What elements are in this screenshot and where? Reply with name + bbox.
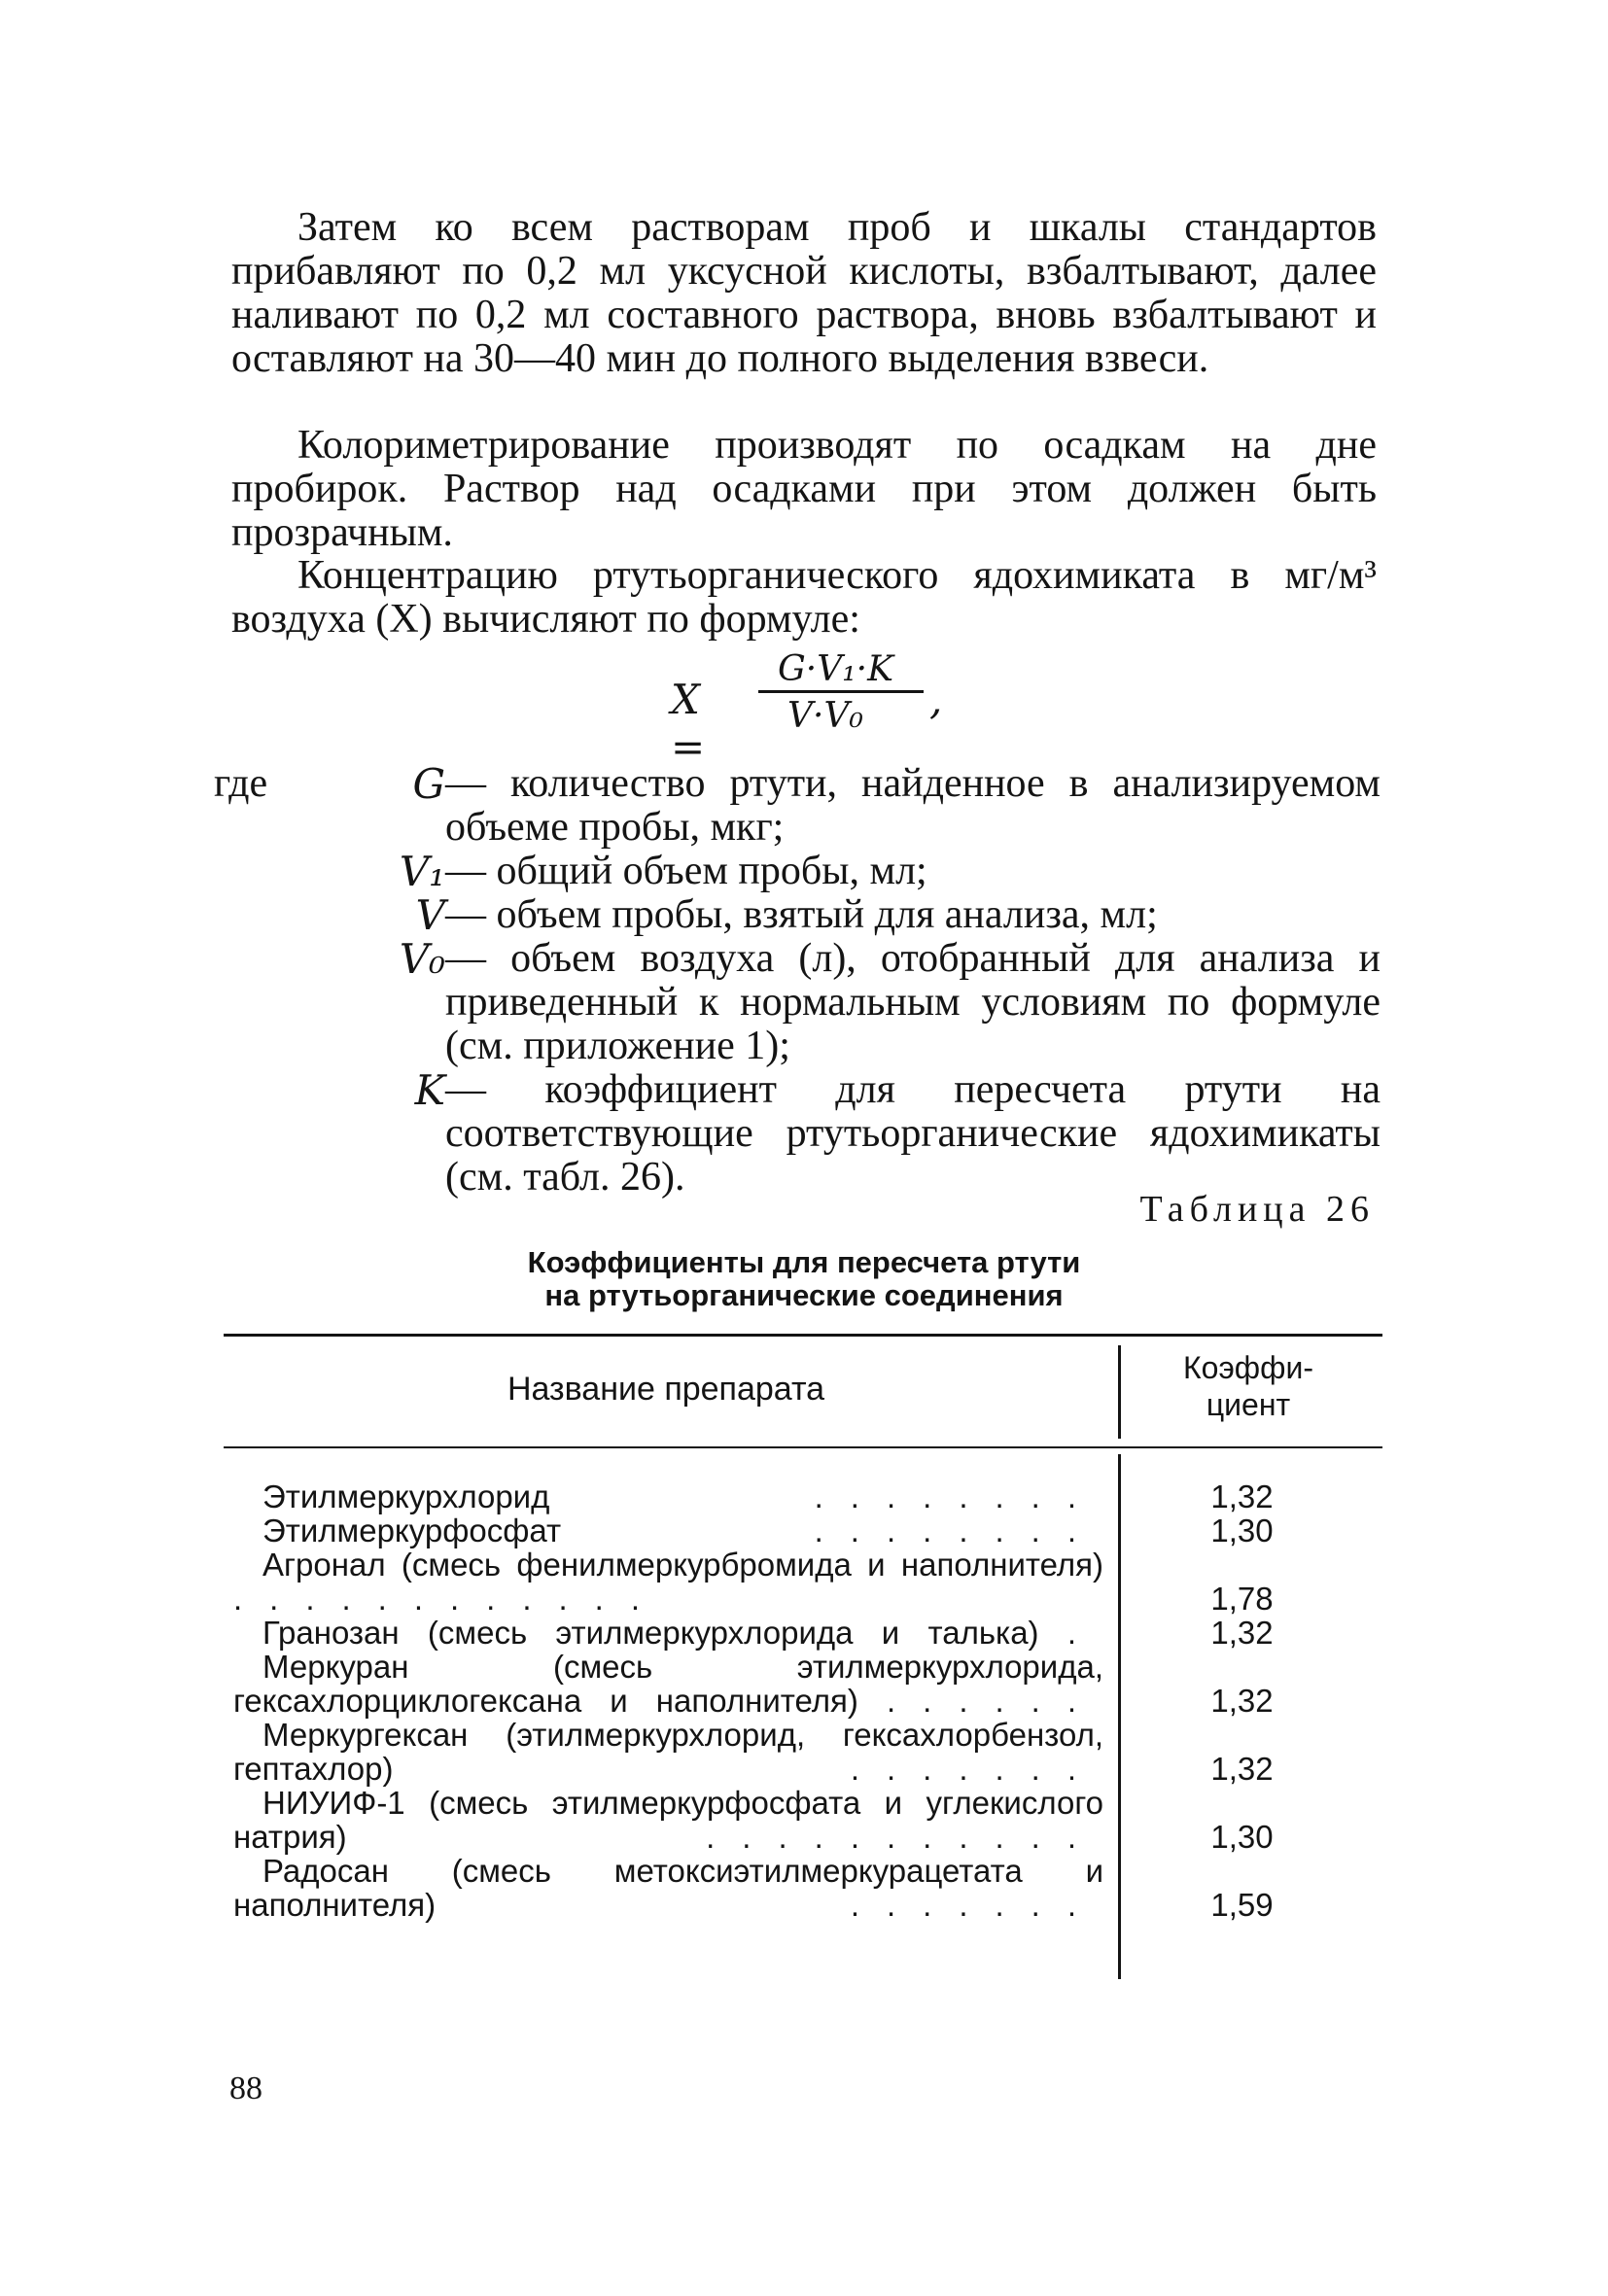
leader-dots: ....... bbox=[850, 1887, 1103, 1923]
row-name-text: Меркургексан (этилмеркурхлорид, гексахлорбензол, гептахлор) bbox=[233, 1717, 1103, 1787]
table-label: Таблица 26 bbox=[1139, 1189, 1375, 1230]
leader-dots: ........ bbox=[814, 1513, 1103, 1548]
definition-symbol: V₀ bbox=[399, 935, 445, 983]
row-name-text: НИУИФ-1 (смесь этилмеркурфосфата и углекислого натрия) bbox=[233, 1785, 1103, 1855]
row-value: 1,30 bbox=[1210, 1819, 1274, 1855]
definition-text: — объем воздуха (л), отобранный для анализа и приведенный к нормальным условиям по формуле (см. приложение 1); bbox=[445, 936, 1381, 1068]
row-name bbox=[233, 1513, 1103, 1548]
row-name bbox=[233, 1548, 1103, 1616]
table-top-rule bbox=[224, 1334, 1382, 1337]
header-coefficient-line-1: Коэффи- bbox=[1183, 1350, 1313, 1385]
row-name bbox=[233, 1616, 1103, 1650]
table-row bbox=[233, 1513, 1381, 1548]
variable-definitions bbox=[214, 762, 1381, 1200]
row-name-text: Меркуран (смесь этилмеркурхлорида, гексахлорциклогексана и наполнителя) bbox=[233, 1649, 1103, 1719]
row-value: 1,32 bbox=[1210, 1751, 1274, 1787]
table-row bbox=[233, 1718, 1381, 1786]
formula-comma: , bbox=[929, 676, 943, 723]
row-value: 1,32 bbox=[1210, 1683, 1274, 1719]
definition-symbol: V bbox=[415, 891, 445, 939]
leader-dots: ....... bbox=[850, 1751, 1103, 1787]
formula-lhs: X = bbox=[671, 676, 706, 771]
definition-symbol: G bbox=[412, 760, 445, 808]
formula-numerator: G·V₁·K bbox=[778, 649, 893, 689]
table-title bbox=[231, 1246, 1377, 1312]
paragraph-1: Затем ко всем растворам проб и шкалы стандартов прибавляют по 0,2 мл уксусной кислоты, взбалтывают, далее наливают по 0,2 мл составного раствора, вновь взбалтывают и оставляют на 30—40 мин до полного выделения взвеси. bbox=[231, 205, 1377, 381]
row-name bbox=[233, 1650, 1103, 1718]
definition-symbol: V₁ bbox=[399, 848, 445, 895]
row-name bbox=[233, 1479, 1103, 1513]
header-coefficient-line-2: циент bbox=[1206, 1387, 1291, 1422]
definition-item bbox=[214, 1068, 1381, 1200]
table-row bbox=[233, 1650, 1381, 1718]
row-name bbox=[233, 1854, 1103, 1922]
paragraph-2: Колориметрирование производят по осадкам на дне пробирок. Раствор над осадками при этом должен быть прозрачным. bbox=[231, 423, 1377, 555]
row-name-text: Этилмеркурхлорид bbox=[262, 1478, 550, 1514]
leader-dots: . bbox=[1066, 1615, 1103, 1651]
row-name bbox=[233, 1718, 1103, 1786]
formula-denominator: V·V₀ bbox=[787, 696, 863, 736]
where-label: где bbox=[214, 761, 268, 806]
table-row bbox=[233, 1548, 1381, 1616]
header-bottom-rule bbox=[224, 1446, 1382, 1448]
row-name-text: Гранозан (смесь этилмеркурхлорида и талька) bbox=[262, 1615, 1039, 1651]
definition-item bbox=[214, 937, 1381, 1068]
fraction-bar bbox=[758, 690, 924, 693]
definition-item bbox=[214, 762, 1381, 850]
page-number: 88 bbox=[229, 2070, 262, 2106]
definition-item bbox=[214, 893, 1381, 937]
definition-text: — количество ртути, найденное в анализируемом объеме пробы, мкг; bbox=[445, 761, 1381, 850]
row-name-text: Радосан (смесь метоксиэтилмеркурацетата и наполнителя) bbox=[233, 1853, 1103, 1923]
table-row bbox=[233, 1786, 1381, 1854]
header-name: Название препарата bbox=[507, 1371, 825, 1408]
leader-dots: ........ bbox=[814, 1478, 1103, 1514]
row-value: 1,30 bbox=[1210, 1513, 1274, 1548]
table-body bbox=[233, 1479, 1381, 1922]
leader-dots: ........... bbox=[706, 1819, 1103, 1855]
definition-item bbox=[214, 850, 1381, 893]
definition-symbol: K bbox=[414, 1066, 445, 1114]
row-value: 1,32 bbox=[1210, 1478, 1274, 1514]
table-row bbox=[233, 1854, 1381, 1922]
table-title-line-2: на ртутьорганические соединения bbox=[544, 1278, 1064, 1312]
leader-dots: ............ bbox=[233, 1581, 668, 1617]
paragraph-3: Концентрацию ртутьорганического ядохимиката в мг/м³ воздуха (X) вычисляют по формуле: bbox=[231, 553, 1377, 642]
definition-text: — общий объем пробы, мл; bbox=[445, 849, 927, 893]
definition-text: — коэффициент для пересчета ртути на соответствующие ртутьорганические ядохимикаты (см. табл. 26). bbox=[445, 1067, 1381, 1200]
definition-text: — объем пробы, взятый для анализа, мл; bbox=[445, 892, 1158, 937]
row-value: 1,78 bbox=[1210, 1581, 1274, 1617]
row-name bbox=[233, 1786, 1103, 1854]
header-coefficient bbox=[1118, 1349, 1379, 1423]
row-value: 1,59 bbox=[1210, 1887, 1274, 1923]
table-row bbox=[233, 1616, 1381, 1650]
leader-dots: ...... bbox=[886, 1683, 1103, 1719]
row-name-text: Агронал (смесь фенилмеркурбромида и наполнителя) bbox=[262, 1547, 1103, 1583]
row-value: 1,32 bbox=[1210, 1615, 1274, 1651]
row-name-text: Этилмеркурфосфат bbox=[262, 1513, 562, 1548]
table-title-line-1: Коэффициенты для пересчета ртути bbox=[527, 1245, 1081, 1279]
table-row bbox=[233, 1479, 1381, 1513]
